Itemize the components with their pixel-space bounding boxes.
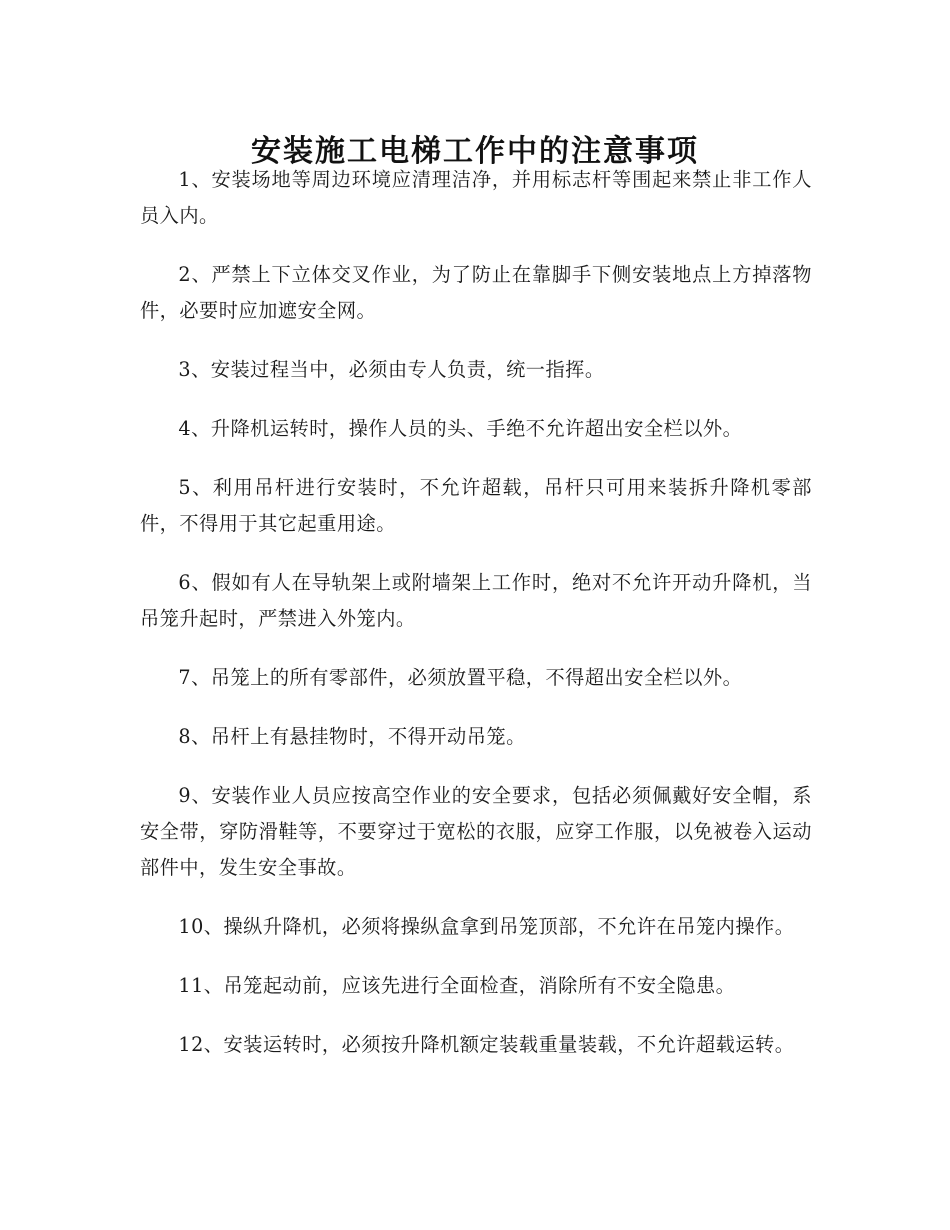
page-title: 安装施工电梯工作中的注意事项 [251,134,699,170]
paragraph-8: 8、吊杆上有悬挂物时，不得开动吊笼。 [178,725,526,748]
paragraph-10: 10、操纵升降机，必须将操纵盒拿到吊笼顶部，不允许在吊笼内操作。 [178,915,795,938]
paragraph-2: 2、严禁上下立体交叉作业，为了防止在靠脚手下侧安装地点上方掉落物件，必要时应加遮安全网。 [140,263,812,322]
paragraph-12: 12、安装运转时，必须按升降机额定装载重量装载，不允许超载运转。 [178,1033,795,1056]
paragraph-7: 7、吊笼上的所有零部件，必须放置平稳，不得超出安全栏以外。 [178,666,743,689]
document-body [140,162,812,1086]
paragraph-4: 4、升降机运转时，操作人员的头、手绝不允许超出安全栏以外。 [178,417,743,440]
paragraph-6: 6、假如有人在导轨架上或附墙架上工作时，绝对不允许开动升降机，当吊笼升起时，严禁进入外笼内。 [140,571,812,630]
paragraph-11: 11、吊笼起动前，应该先进行全面检查，消除所有不安全隐患。 [178,974,736,997]
paragraph-3: 3、安装过程当中，必须由专人负责，统一指挥。 [178,358,605,381]
paragraph-5: 5、利用吊杆进行安装时，不允许超载，吊杆只可用来装拆升降机零部件，不得用于其它起重用途。 [140,476,812,535]
paragraph-1: 1、安装场地等周边环境应清理洁净，并用标志杆等围起来禁止非工作人员入内。 [140,168,812,227]
paragraph-9: 9、安装作业人员应按高空作业的安全要求，包括必须佩戴好安全帽，系安全带，穿防滑鞋等，不要穿过于宽松的衣服，应穿工作服，以免被卷入运动部件中，发生安全事故。 [140,784,812,879]
